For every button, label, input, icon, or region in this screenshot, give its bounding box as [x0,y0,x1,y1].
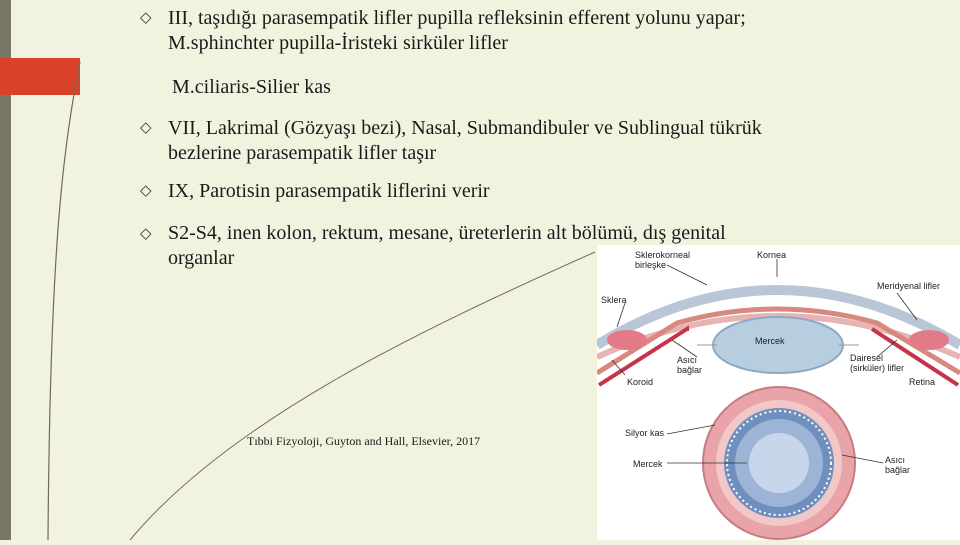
label-kornea: Kornea [757,250,787,260]
bullet-1-line-1: III, taşıdığı parasempatik lifler pupilla refleksinin efferent yolunu yapar; [168,7,746,29]
label-meridyenal: Meridyenal lifler [877,281,941,291]
bullet-2-text [168,116,762,166]
label-koroid: Koroid [627,377,654,387]
eye-anatomy-figure [597,245,960,540]
label-mercek-top: Mercek [755,336,785,346]
label-sklera: Sklera [601,295,627,305]
label-sklerokorneal: Sklerokorneal birleşke [635,250,691,270]
bullet-1-text [168,6,746,56]
bullet-3-line-1: IX, Parotisin parasempatik liflerini verir [168,180,490,202]
bullet-4-line-1: S2-S4, inen kolon, rektum, mesane, üreterlerin alt bölümü, dış genital [168,222,726,244]
label-dairesel: Dairesel (sirküler) lifler [850,353,904,373]
label-silyor-kas: Silyor kas [625,428,665,438]
label-asici-top: Asıcı bağlar [677,355,703,375]
bullet-diamond-icon: ◇ [140,183,152,199]
bullet-diamond-icon: ◇ [140,226,152,242]
label-retina: Retina [909,377,936,387]
bullet-2-line-1: VII, Lakrimal (Gözyaşı bezi), Nasal, Submandibuler ve Sublingual tükrük [168,117,762,139]
bullet-1-line-2: M.sphinchter pupilla-İristeki sirküler lifler [168,32,508,54]
subline-ciliaris: M.ciliaris-Silier kas [172,76,331,98]
bullet-diamond-icon: ◇ [140,10,152,26]
bullet-diamond-icon: ◇ [140,120,152,136]
bullet-4-line-2: organlar [168,247,235,269]
red-accent-tab [0,58,80,95]
label-asici-bottom: Asıcı bağlar [885,455,911,475]
bullet-2-line-2: bezlerine parasempatik lifler taşır [168,142,437,164]
citation: Tıbbi Fizyoloji, Guyton and Hall, Elsevier, 2017 [247,434,481,448]
bullet-3-text [168,179,490,204]
label-mercek-bottom: Mercek [633,459,663,469]
